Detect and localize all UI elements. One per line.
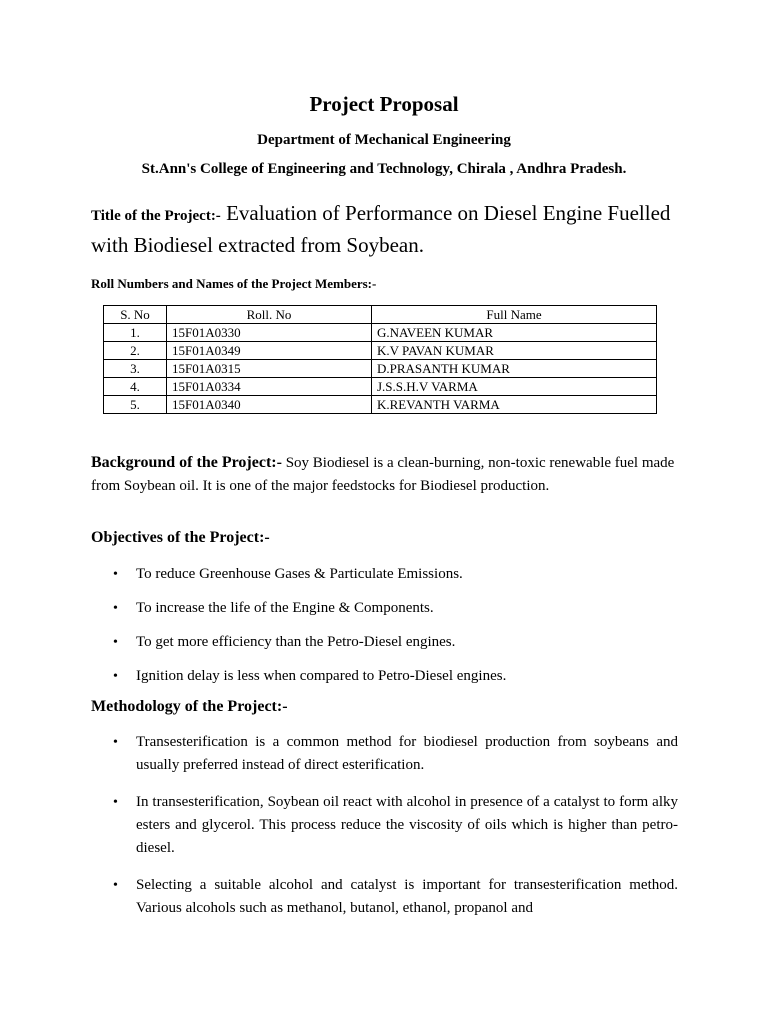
table-row bbox=[104, 378, 657, 396]
bullet-icon: • bbox=[113, 601, 118, 616]
cell-roll: 15F01A0349 bbox=[167, 342, 372, 360]
cell-sno: 3. bbox=[104, 360, 167, 378]
cell-roll: 15F01A0315 bbox=[167, 360, 372, 378]
table-row bbox=[104, 396, 657, 414]
list-item bbox=[91, 631, 678, 665]
project-title-value: Evaluation of Performance on Diesel Engine Fuelled with Biodiesel extracted from Soybean. bbox=[91, 201, 671, 257]
list-item-text: In transesterification, Soybean oil react with alcohol in presence of a catalyst to form alky esters and glycerol. This process reduce the viscosity of oils which is higher than petro-diesel. bbox=[136, 794, 678, 856]
table-row bbox=[104, 324, 657, 342]
project-title bbox=[91, 199, 691, 260]
table-header-row bbox=[104, 306, 657, 324]
project-title-label: Title of the Project:- bbox=[91, 208, 221, 224]
bullet-icon: • bbox=[113, 735, 118, 750]
bullet-icon: • bbox=[113, 795, 118, 810]
background-text: Soy Biodiesel is a clean-burning, non-toxic renewable fuel made from Soybean oil. It is one of the major feedstocks for Biodiesel production. bbox=[91, 455, 675, 494]
table-row bbox=[104, 360, 657, 378]
cell-sno: 1. bbox=[104, 324, 167, 342]
members-heading: Roll Numbers and Names of the Project Members:- bbox=[91, 276, 377, 291]
objectives-heading: Objectives of the Project:- bbox=[91, 529, 270, 546]
background-label: Background of the Project:- bbox=[91, 454, 282, 471]
cell-name: G.NAVEEN KUMAR bbox=[372, 324, 657, 342]
column-header-name: Full Name bbox=[372, 306, 657, 324]
methodology-list bbox=[91, 731, 678, 934]
cell-roll: 15F01A0330 bbox=[167, 324, 372, 342]
table-row bbox=[104, 342, 657, 360]
cell-roll: 15F01A0334 bbox=[167, 378, 372, 396]
background-paragraph bbox=[91, 451, 678, 498]
list-item bbox=[91, 874, 678, 920]
bullet-icon: • bbox=[113, 878, 118, 893]
cell-name: J.S.S.H.V VARMA bbox=[372, 378, 657, 396]
list-item-text: To increase the life of the Engine & Components. bbox=[136, 600, 434, 616]
cell-sno: 5. bbox=[104, 396, 167, 414]
cell-name: D.PRASANTH KUMAR bbox=[372, 360, 657, 378]
column-header-sno: S. No bbox=[104, 306, 167, 324]
bullet-icon: • bbox=[113, 669, 118, 684]
column-header-roll: Roll. No bbox=[167, 306, 372, 324]
cell-sno: 2. bbox=[104, 342, 167, 360]
college-name: St.Ann's College of Engineering and Technology, Chirala , Andhra Pradesh. bbox=[141, 161, 627, 177]
list-item-text: Transesterification is a common method for biodiesel production from soybeans and usually preferred instead of direct esterification. bbox=[136, 734, 678, 773]
bullet-icon: • bbox=[113, 567, 118, 582]
members-table bbox=[103, 305, 657, 414]
cell-roll: 15F01A0340 bbox=[167, 396, 372, 414]
list-item-text: Ignition delay is less when compared to Petro-Diesel engines. bbox=[136, 668, 507, 684]
cell-name: K.V PAVAN KUMAR bbox=[372, 342, 657, 360]
department-name: Department of Mechanical Engineering bbox=[257, 132, 511, 148]
page-title: Project Proposal bbox=[309, 92, 459, 116]
list-item-text: To reduce Greenhouse Gases & Particulate Emissions. bbox=[136, 566, 463, 582]
list-item bbox=[91, 665, 678, 699]
list-item bbox=[91, 597, 678, 631]
list-item bbox=[91, 791, 678, 860]
methodology-heading: Methodology of the Project:- bbox=[91, 698, 288, 715]
bullet-icon: • bbox=[113, 635, 118, 650]
list-item-text: Selecting a suitable alcohol and catalyst is important for transesterification method. Various alcohols such as methanol, butanol, ethanol, propanol and bbox=[136, 877, 678, 916]
objectives-list bbox=[91, 563, 678, 699]
cell-sno: 4. bbox=[104, 378, 167, 396]
list-item bbox=[91, 731, 678, 777]
list-item bbox=[91, 563, 678, 597]
cell-name: K.REVANTH VARMA bbox=[372, 396, 657, 414]
list-item-text: To get more efficiency than the Petro-Diesel engines. bbox=[136, 634, 456, 650]
